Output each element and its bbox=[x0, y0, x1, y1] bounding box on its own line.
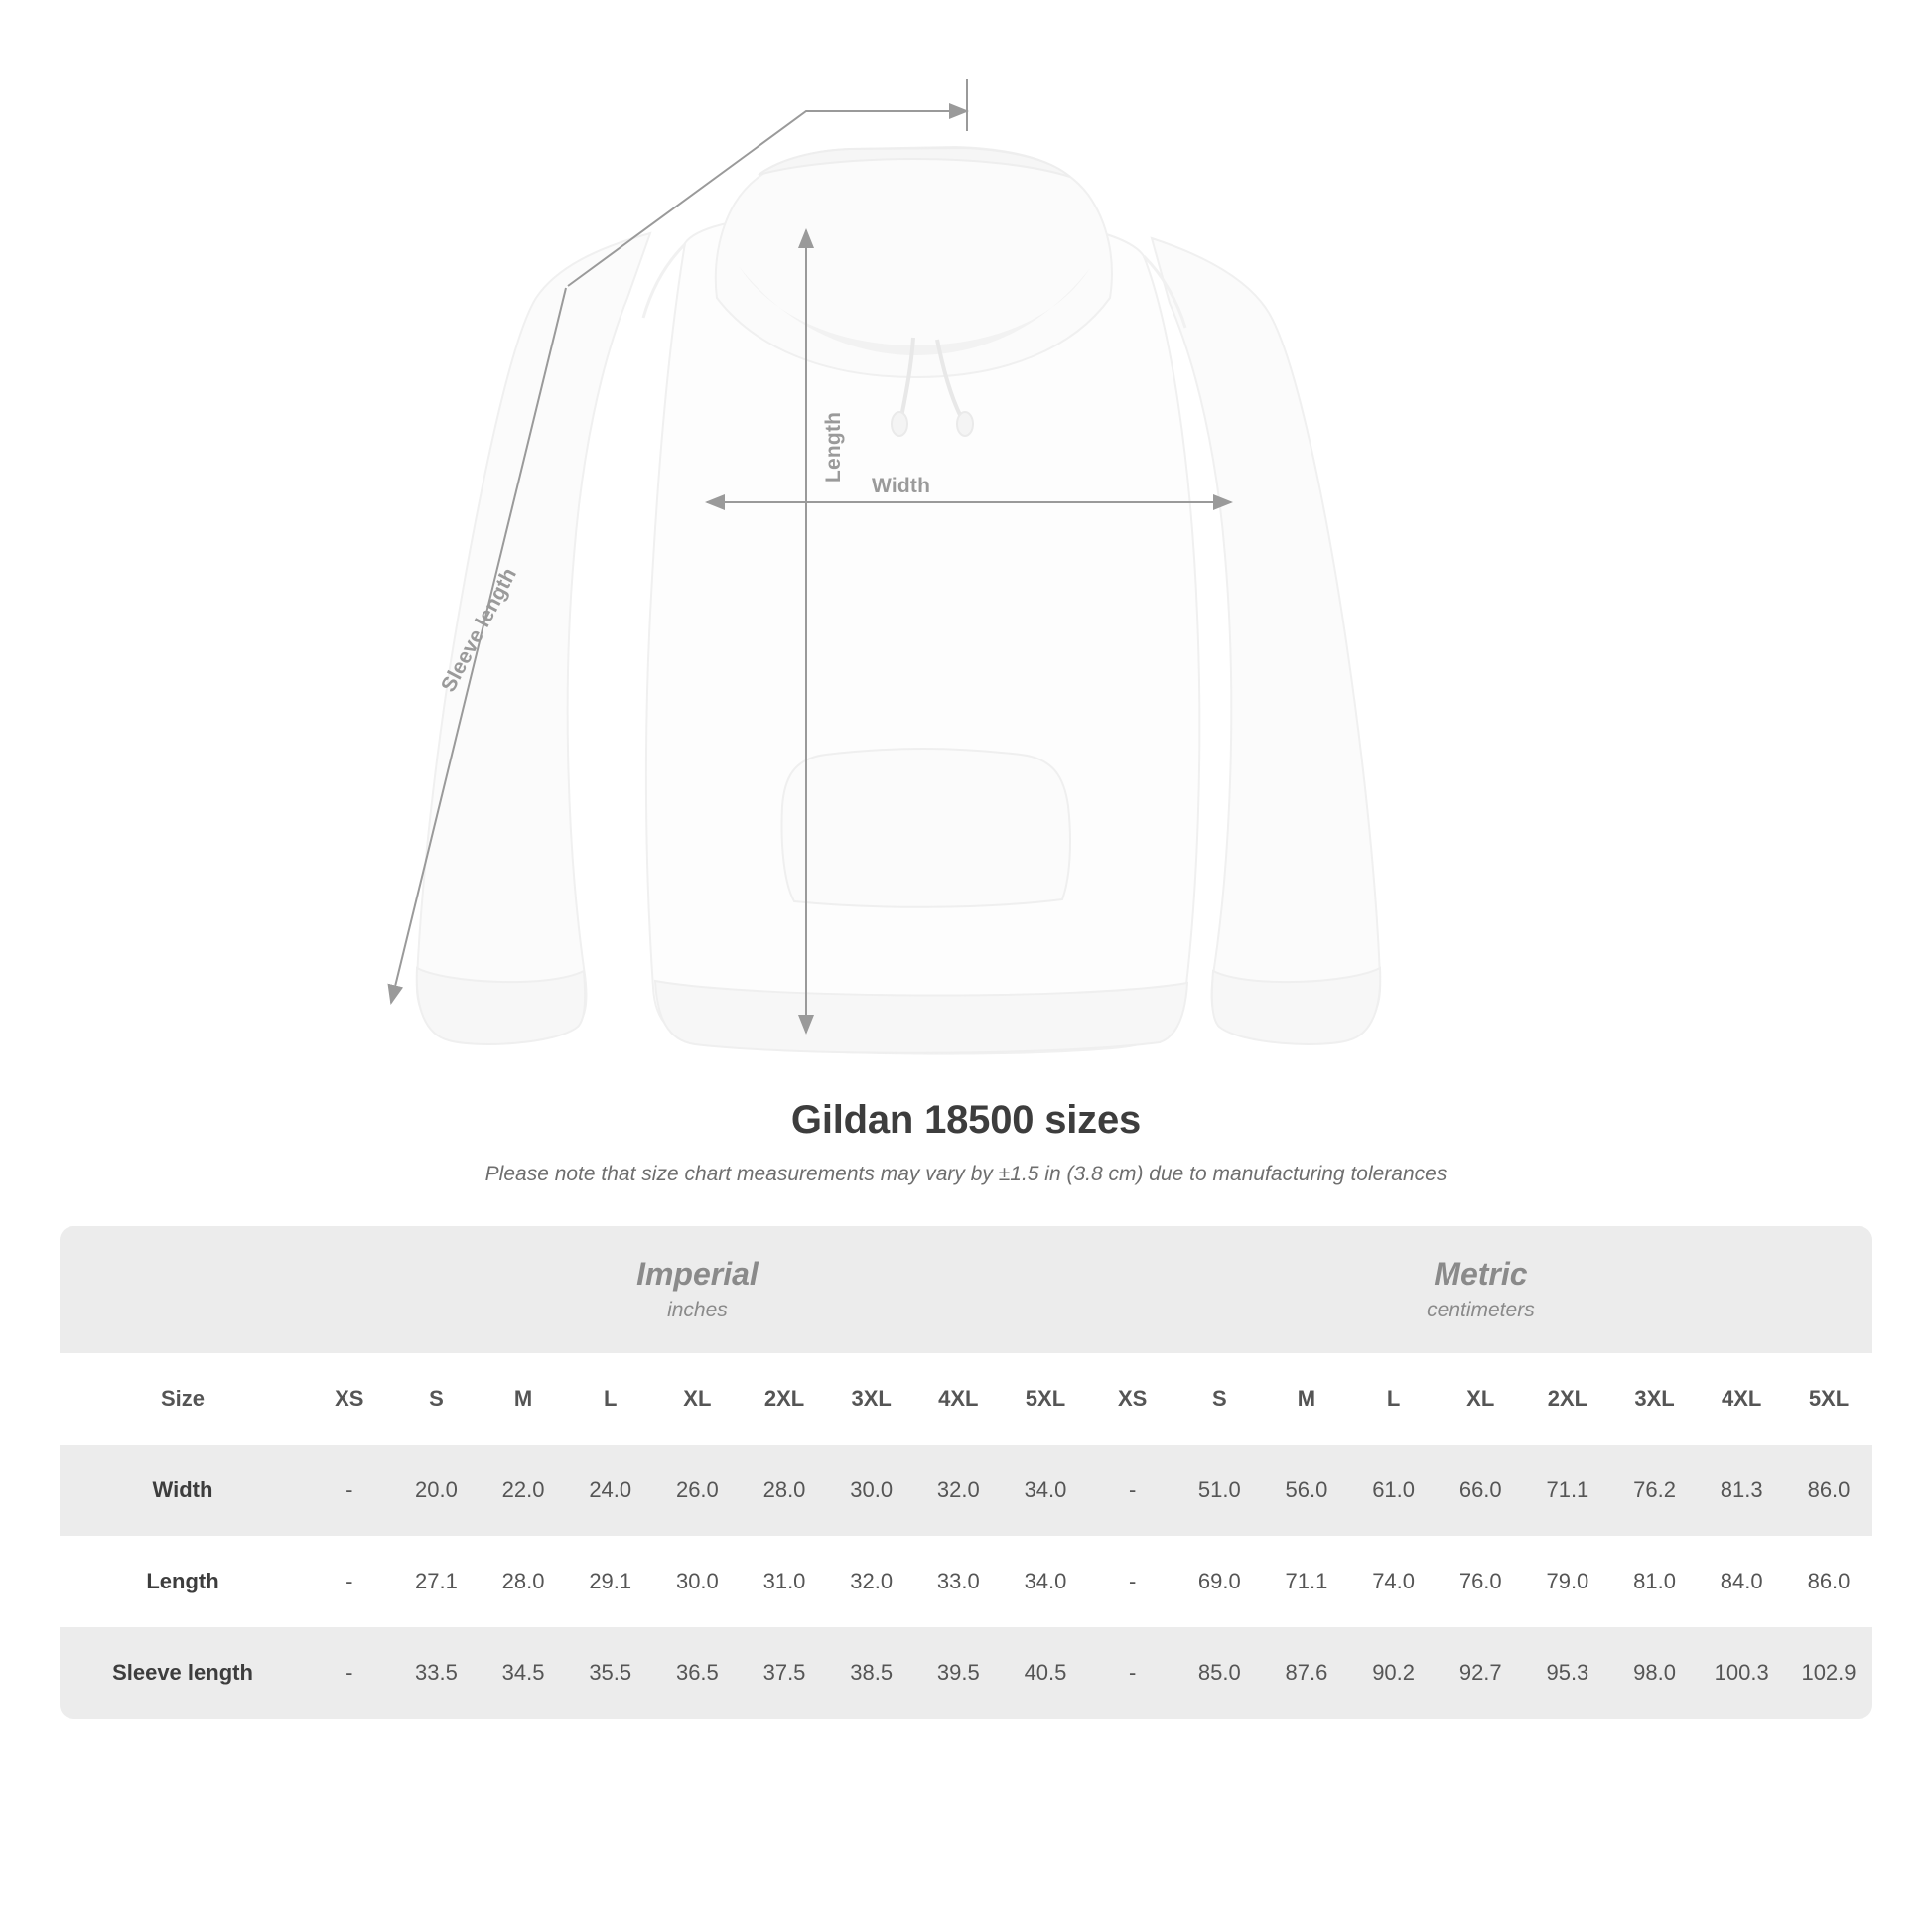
cell-length-imperial-s: 27.1 bbox=[393, 1536, 481, 1627]
cell-sleeve-imperial-xs: - bbox=[306, 1627, 393, 1719]
cell-sleeve-imperial-s: 33.5 bbox=[393, 1627, 481, 1719]
cell-length-metric-xl: 76.0 bbox=[1437, 1536, 1524, 1627]
cell-width-imperial-2xl: 28.0 bbox=[741, 1445, 828, 1536]
cell-width-imperial-s: 20.0 bbox=[393, 1445, 481, 1536]
cell-width-metric-l: 61.0 bbox=[1350, 1445, 1438, 1536]
cell-length-metric-4xl: 84.0 bbox=[1698, 1536, 1785, 1627]
cell-length-metric-5xl: 86.0 bbox=[1785, 1536, 1872, 1627]
size-header-metric-l: L bbox=[1350, 1353, 1438, 1445]
row-label-width: Width bbox=[60, 1445, 306, 1536]
size-table bbox=[60, 1226, 1872, 1719]
cell-width-metric-4xl: 81.3 bbox=[1698, 1445, 1785, 1536]
cell-sleeve-imperial-m: 34.5 bbox=[480, 1627, 567, 1719]
table-row bbox=[60, 1536, 1872, 1627]
table-row bbox=[60, 1627, 1872, 1719]
unit-group-row bbox=[60, 1226, 1872, 1353]
length-label: Length bbox=[822, 411, 845, 483]
cell-length-imperial-5xl: 34.0 bbox=[1002, 1536, 1089, 1627]
hoodie-shape bbox=[417, 147, 1380, 1054]
cell-length-metric-3xl: 81.0 bbox=[1611, 1536, 1699, 1627]
cell-length-metric-s: 69.0 bbox=[1176, 1536, 1264, 1627]
table-row bbox=[60, 1445, 1872, 1536]
unit-group-metric bbox=[1089, 1226, 1872, 1353]
size-header-imperial-xs: XS bbox=[306, 1353, 393, 1445]
size-header-metric-xl: XL bbox=[1437, 1353, 1524, 1445]
unit-group-metric-sub: centimeters bbox=[1427, 1298, 1535, 1321]
cell-width-imperial-m: 22.0 bbox=[480, 1445, 567, 1536]
cell-width-imperial-xs: - bbox=[306, 1445, 393, 1536]
cell-length-imperial-xs: - bbox=[306, 1536, 393, 1627]
cell-width-imperial-l: 24.0 bbox=[567, 1445, 654, 1536]
cell-sleeve-metric-s: 85.0 bbox=[1176, 1627, 1264, 1719]
size-table-wrap bbox=[60, 1226, 1872, 1719]
cell-width-metric-5xl: 86.0 bbox=[1785, 1445, 1872, 1536]
cell-width-metric-xs: - bbox=[1089, 1445, 1176, 1536]
size-header-metric-5xl: 5XL bbox=[1785, 1353, 1872, 1445]
unit-group-metric-title: Metric bbox=[1434, 1256, 1528, 1293]
row-label-length: Length bbox=[60, 1536, 306, 1627]
size-header-imperial-m: M bbox=[480, 1353, 567, 1445]
cell-width-metric-m: 56.0 bbox=[1263, 1445, 1350, 1536]
page-title: Gildan 18500 sizes bbox=[790, 1098, 1142, 1142]
cell-length-imperial-xl: 30.0 bbox=[654, 1536, 742, 1627]
cell-sleeve-imperial-5xl: 40.5 bbox=[1002, 1627, 1089, 1719]
sleeve-length-label: Sleeve length bbox=[437, 564, 522, 696]
cell-sleeve-imperial-4xl: 39.5 bbox=[914, 1627, 1002, 1719]
cell-sleeve-metric-xl: 92.7 bbox=[1437, 1627, 1524, 1719]
cell-sleeve-imperial-xl: 36.5 bbox=[654, 1627, 742, 1719]
cell-width-imperial-3xl: 30.0 bbox=[828, 1445, 915, 1536]
cell-length-metric-2xl: 79.0 bbox=[1524, 1536, 1611, 1627]
cell-width-metric-2xl: 71.1 bbox=[1524, 1445, 1611, 1536]
unit-group-imperial bbox=[306, 1226, 1089, 1353]
size-header-imperial-xl: XL bbox=[654, 1353, 742, 1445]
cell-sleeve-metric-2xl: 95.3 bbox=[1524, 1627, 1611, 1719]
row-label-sleeve-length: Sleeve length bbox=[60, 1627, 306, 1719]
cell-width-imperial-5xl: 34.0 bbox=[1002, 1445, 1089, 1536]
cell-length-imperial-4xl: 33.0 bbox=[914, 1536, 1002, 1627]
size-header-imperial-5xl: 5XL bbox=[1002, 1353, 1089, 1445]
size-header-imperial-2xl: 2XL bbox=[741, 1353, 828, 1445]
cell-sleeve-metric-4xl: 100.3 bbox=[1698, 1627, 1785, 1719]
cell-sleeve-imperial-l: 35.5 bbox=[567, 1627, 654, 1719]
size-header-label: Size bbox=[60, 1353, 306, 1445]
cell-sleeve-metric-l: 90.2 bbox=[1350, 1627, 1438, 1719]
cell-sleeve-metric-xs: - bbox=[1089, 1627, 1176, 1719]
size-header-imperial-4xl: 4XL bbox=[914, 1353, 1002, 1445]
cell-width-metric-s: 51.0 bbox=[1176, 1445, 1264, 1536]
width-label: Width bbox=[872, 475, 931, 497]
cell-width-metric-3xl: 76.2 bbox=[1611, 1445, 1699, 1536]
size-header-imperial-l: L bbox=[567, 1353, 654, 1445]
cell-length-metric-m: 71.1 bbox=[1263, 1536, 1350, 1627]
cell-length-imperial-m: 28.0 bbox=[480, 1536, 567, 1627]
cell-sleeve-metric-m: 87.6 bbox=[1263, 1627, 1350, 1719]
size-header-metric-m: M bbox=[1263, 1353, 1350, 1445]
cell-sleeve-metric-3xl: 98.0 bbox=[1611, 1627, 1699, 1719]
cell-sleeve-imperial-3xl: 38.5 bbox=[828, 1627, 915, 1719]
cell-length-imperial-l: 29.1 bbox=[567, 1536, 654, 1627]
size-header-metric-4xl: 4XL bbox=[1698, 1353, 1785, 1445]
chart-heading bbox=[0, 1098, 1932, 1186]
cell-width-imperial-xl: 26.0 bbox=[654, 1445, 742, 1536]
cell-width-imperial-4xl: 32.0 bbox=[914, 1445, 1002, 1536]
cell-length-metric-l: 74.0 bbox=[1350, 1536, 1438, 1627]
cell-length-metric-xs: - bbox=[1089, 1536, 1176, 1627]
size-header-metric-s: S bbox=[1176, 1353, 1264, 1445]
unit-spacer bbox=[60, 1226, 306, 1353]
size-header-imperial-3xl: 3XL bbox=[828, 1353, 915, 1445]
cell-width-metric-xl: 66.0 bbox=[1437, 1445, 1524, 1536]
size-header-metric-2xl: 2XL bbox=[1524, 1353, 1611, 1445]
tolerance-note: Please note that size chart measurements may vary by ±1.5 in (3.8 cm) due to manufacturing tolerances bbox=[484, 1163, 1448, 1185]
size-header-imperial-s: S bbox=[393, 1353, 481, 1445]
cell-length-imperial-3xl: 32.0 bbox=[828, 1536, 915, 1627]
cell-sleeve-imperial-2xl: 37.5 bbox=[741, 1627, 828, 1719]
unit-group-imperial-sub: inches bbox=[667, 1298, 728, 1321]
cell-length-imperial-2xl: 31.0 bbox=[741, 1536, 828, 1627]
cell-sleeve-metric-5xl: 102.9 bbox=[1785, 1627, 1872, 1719]
size-header-metric-3xl: 3XL bbox=[1611, 1353, 1699, 1445]
unit-group-imperial-title: Imperial bbox=[636, 1256, 759, 1293]
size-header-metric-xs: XS bbox=[1089, 1353, 1176, 1445]
size-header-row bbox=[60, 1353, 1872, 1445]
